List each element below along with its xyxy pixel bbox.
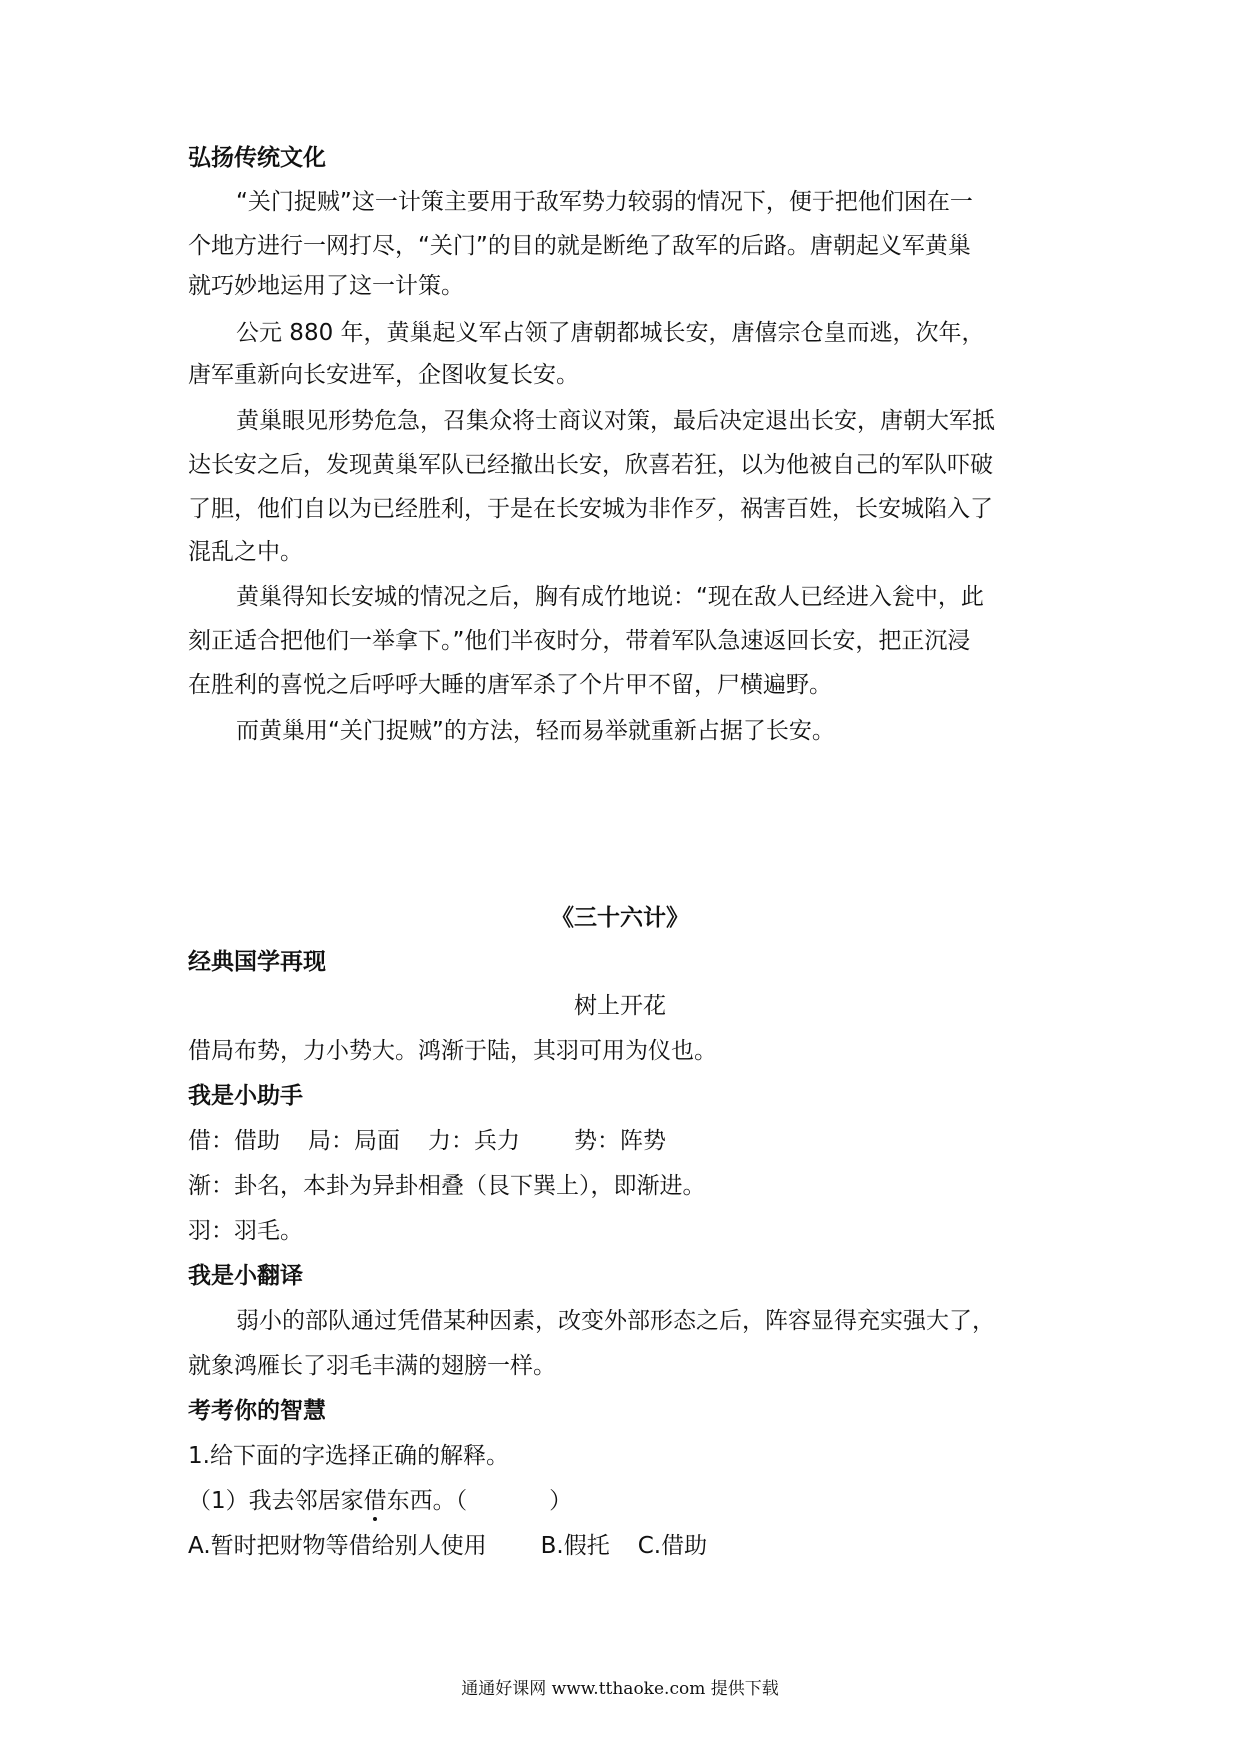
paragraph-line: 刻正适合把他们一举拿下。”他们半夜时分，带着军队急速返回长安，把正沉浸 — [188, 628, 971, 654]
book-title: 《三十六计》 — [551, 905, 689, 931]
heading-translate: 我是小翻译 — [188, 1263, 303, 1289]
paragraph-line: 就巧妙地运用了这一计策。 — [188, 273, 464, 299]
question-1: 1.给下面的字选择正确的解释。 — [188, 1443, 509, 1469]
question-text: ） — [549, 1488, 573, 1514]
question-text: 东西。（ — [386, 1488, 468, 1514]
gloss-shi: 势：阵势 — [574, 1128, 666, 1154]
paragraph-line: 达长安之后，发现黄巢军队已经撤出长安，欣喜若狂，以为他被自己的军队吓破 — [188, 452, 993, 478]
paragraph-line: 混乱之中。 — [188, 539, 303, 565]
gloss-yu: 羽：羽毛。 — [188, 1218, 303, 1244]
strategy-name: 树上开花 — [574, 993, 666, 1019]
paragraph-line: 黄巢得知长安城的情况之后，胸有成竹地说：“现在敌人已经进入瓮中，此 — [236, 584, 984, 610]
heading-quiz: 考考你的智慧 — [188, 1398, 326, 1424]
paragraph-line: 了胆，他们自以为已经胜利，于是在长安城为非作歹，祸害百姓，长安城陷入了 — [188, 496, 993, 522]
paragraph-line: 而黄巢用“关门捉贼”的方法，轻而易举就重新占据了长安。 — [236, 718, 835, 744]
paragraph-line: 公元 880 年，黄巢起义军占领了唐朝都城长安，唐僖宗仓皇而逃，次年， — [236, 320, 985, 346]
heading-helper: 我是小助手 — [188, 1083, 303, 1109]
glossary-line — [188, 1127, 1068, 1155]
paragraph-line: “关门捉贼”这一计策主要用于敌军势力较弱的情况下，便于把他们困在一 — [236, 189, 973, 215]
footer-download-note: 通通好课网 www.tthaoke.com 提供下载 — [461, 1679, 779, 1699]
question-1-options — [188, 1532, 1068, 1560]
gloss-jian: 渐：卦名，本卦为异卦相叠（艮下巽上），即渐进。 — [188, 1173, 706, 1199]
gloss-ju: 局：局面 — [308, 1128, 400, 1154]
question-1-1 — [188, 1487, 1068, 1515]
paragraph-line: 个地方进行一网打尽，“关门”的目的就是断绝了敌军的后路。唐朝起义军黄巢 — [188, 233, 971, 259]
heading-classic: 经典国学再现 — [188, 949, 326, 975]
gloss-li: 力：兵力 — [428, 1128, 520, 1154]
marked-char: 借 — [363, 1488, 387, 1514]
translation-line: 就象鸿雁长了羽毛丰满的翅膀一样。 — [188, 1353, 556, 1379]
option-a: A.暂时把财物等借给别人使用 — [188, 1533, 487, 1559]
paragraph-line: 黄巢眼见形势危急，召集众将士商议对策，最后决定退出长安，唐朝大军抵 — [236, 408, 995, 434]
option-b: B.假托 — [540, 1533, 610, 1559]
original-text: 借局布势，力小势大。鸿渐于陆，其羽可用为仪也。 — [188, 1038, 717, 1064]
heading-promote-culture: 弘扬传统文化 — [188, 145, 326, 171]
gloss-jie: 借：借助 — [188, 1128, 280, 1154]
option-c: C.借助 — [637, 1533, 708, 1559]
paragraph-line: 唐军重新向长安进军，企图收复长安。 — [188, 362, 579, 388]
paragraph-line: 在胜利的喜悦之后呼呼大睡的唐军杀了个片甲不留，尸横遍野。 — [188, 672, 832, 698]
question-text: （1）我去邻居家 — [188, 1488, 364, 1514]
translation-line: 弱小的部队通过凭借某种因素，改变外部形态之后，阵容显得充实强大了， — [236, 1308, 995, 1334]
